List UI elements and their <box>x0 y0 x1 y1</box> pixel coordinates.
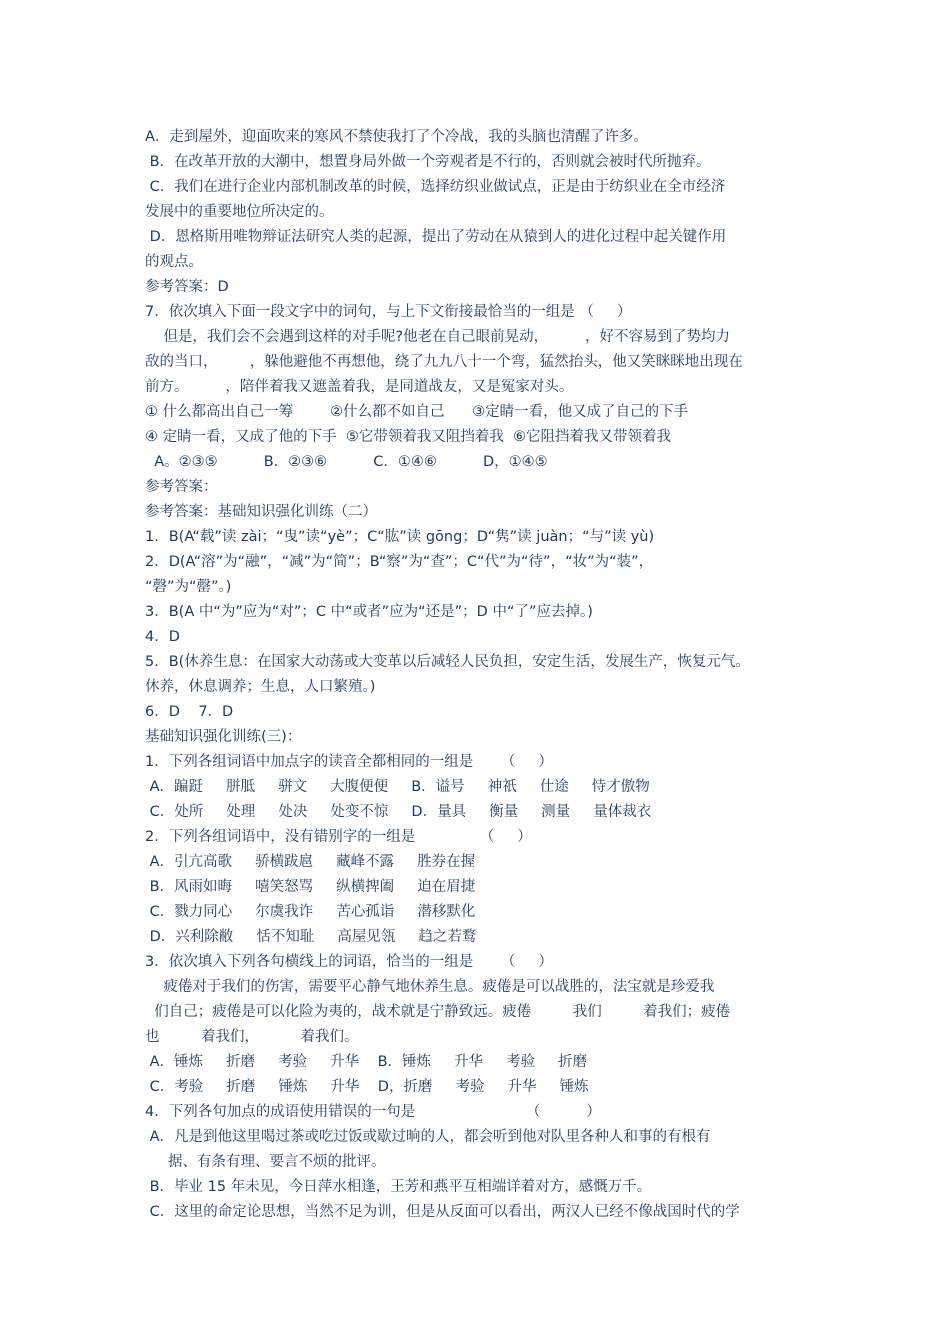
text-line: C．处所 处理 处决 处变不惊 D．量具 衡量 测量 量体裁衣 <box>145 804 652 820</box>
text-line: A．走到屋外，迎面吹来的寒风不禁使我打了个冷战，我的头脑也清醒了许多。 <box>145 129 648 145</box>
text-line: C．戮力同心 尔虞我诈 苦心孤诣 潜移默化 <box>145 904 476 920</box>
text-line: 但是，我们会不会遇到这样的对手呢?他老在自己眼前晃动， ，好不容易到了势均力 <box>145 329 731 345</box>
text-line: C．我们在进行企业内部机制改革的时候，选择纺织业做试点，正是由于纺织业在全市经济 <box>145 179 726 195</box>
text-line: 4．D <box>145 629 180 645</box>
text-line: 1．下列各组词语中加点字的读音全都相同的一组是 （ ） <box>145 754 553 770</box>
text-line: 3．依次填入下列各句横线上的词语，恰当的一组是 （ ） <box>145 954 553 970</box>
text-line: 参考答案：基础知识强化训练（二） <box>145 504 377 520</box>
text-line: A．凡是到他这里喝过茶或吃过饭或歇过晌的人，都会听到他对队里各种人和事的有根有 <box>145 1129 711 1145</box>
text-line: 4．下列各句加点的成语使用错误的一句是 （ ） <box>145 1104 601 1120</box>
text-line: 前方。 ，陪伴着我又遮盖着我，是同道战友，又是冤家对头。 <box>145 379 574 395</box>
text-line: 6．D 7．D <box>145 704 234 720</box>
text-line: 休养，休息调养；生息，人口繁殖。) <box>145 679 376 695</box>
text-line: ④ 定睛一看，又成了他的下手 ⑤它带领着我又阻挡着我 ⑥它阻挡着我又带领着我 <box>145 429 672 445</box>
text-line: 也 着我们， 着我们。 <box>145 1029 359 1045</box>
text-line: B．风雨如晦 嘻笑怒骂 纵横捭阖 迫在眉捷 <box>145 879 476 895</box>
text-line: 5．B(休养生息：在国家大动荡或大变革以后减轻人民负担，安定生活，发展生产，恢复元气。 <box>145 654 750 670</box>
text-line: 基础知识强化训练(三)： <box>145 729 302 745</box>
text-line: ① 什么都高出自己一筹 ②什么都不如自己 ③定睛一看，他又成了自己的下手 <box>145 404 689 420</box>
text-line: 参考答案： <box>145 479 218 495</box>
text-line: 疲倦对于我们的伤害，需要平心静气地休养生息。疲倦是可以战胜的，法宝就是珍爱我 <box>145 979 715 995</box>
text-line: “磬”为“罄”。) <box>145 579 232 595</box>
text-line: C．考验 折磨 锤炼 升华 D，折磨 考验 升华 锤炼 <box>145 1079 589 1095</box>
text-line: A．引亢高歌 骄横跋扈 藏峰不露 胜券在握 <box>145 854 476 870</box>
text-line: A．蹁跹 胼胝 骈文 大腹便便 B．谥号 神祇 仕途 恃才傲物 <box>145 779 650 795</box>
text-line: 2．D(A“溶”为“融”，“减”为“简”；B“察”为“查”；C“代”为“待”，“妆”为“装”， <box>145 554 654 570</box>
text-line: C．这里的命定论思想，当然不足为训，但是从反面可以看出，两汉人已经不像战国时代的学 <box>145 1204 740 1220</box>
text-line: D．恩格斯用唯物辩证法研究人类的起源，提出了劳动在从猿到人的进化过程中起关键作用 <box>145 229 727 245</box>
text-line: 1．B(A“载”读 zài；“曳”读“yè”；C“肱”读 gōng；D“隽”读 juàn；“与”读 yù) <box>145 529 655 545</box>
text-line: 的观点。 <box>145 254 203 270</box>
text-line: 们自己；疲倦是可以化险为夷的，战术就是宁静致远。疲倦 我们 着我们；疲倦 <box>145 1004 731 1020</box>
text-line: 发展中的重要地位所决定的。 <box>145 204 334 220</box>
document-body <box>145 125 810 1225</box>
text-line: 2．下列各组词语中，没有错别字的一组是 （ ） <box>145 829 532 845</box>
text-line: A．锤炼 折磨 考验 升华 B．锤炼 升华 考验 折磨 <box>145 1054 588 1070</box>
text-line: A。②③⑤ B．②③⑥ C．①④⑥ D，①④⑤ <box>145 454 548 470</box>
text-line: B．在改革开放的大潮中，想置身局外做一个旁观者是不行的，否则就会被时代所抛弃。 <box>145 154 711 170</box>
text-line: B．毕业 15 年未见，今日萍水相逢，王芳和燕平互相端详着对方，感慨万千。 <box>145 1179 652 1195</box>
text-line: 参考答案：D <box>145 279 229 295</box>
text-line: 敌的当口， ，躲他避他不再想他，绕了九九八十一个弯，猛然抬头，他又笑眯眯地出现在 <box>145 354 743 370</box>
text-line: 3．B(A 中“为”应为“对”；C 中“或者”应为“还是”；D 中“了”应去掉。) <box>145 604 593 620</box>
text-line: 据、有条有理、要言不烦的批评。 <box>145 1154 386 1170</box>
text-line: D．兴利除敝 恬不知耻 高屋见瓴 趋之若鹜 <box>145 929 477 945</box>
text-line: 7．依次填入下面一段文字中的词句，与上下文衔接最恰当的一组是 （ ） <box>145 304 632 320</box>
